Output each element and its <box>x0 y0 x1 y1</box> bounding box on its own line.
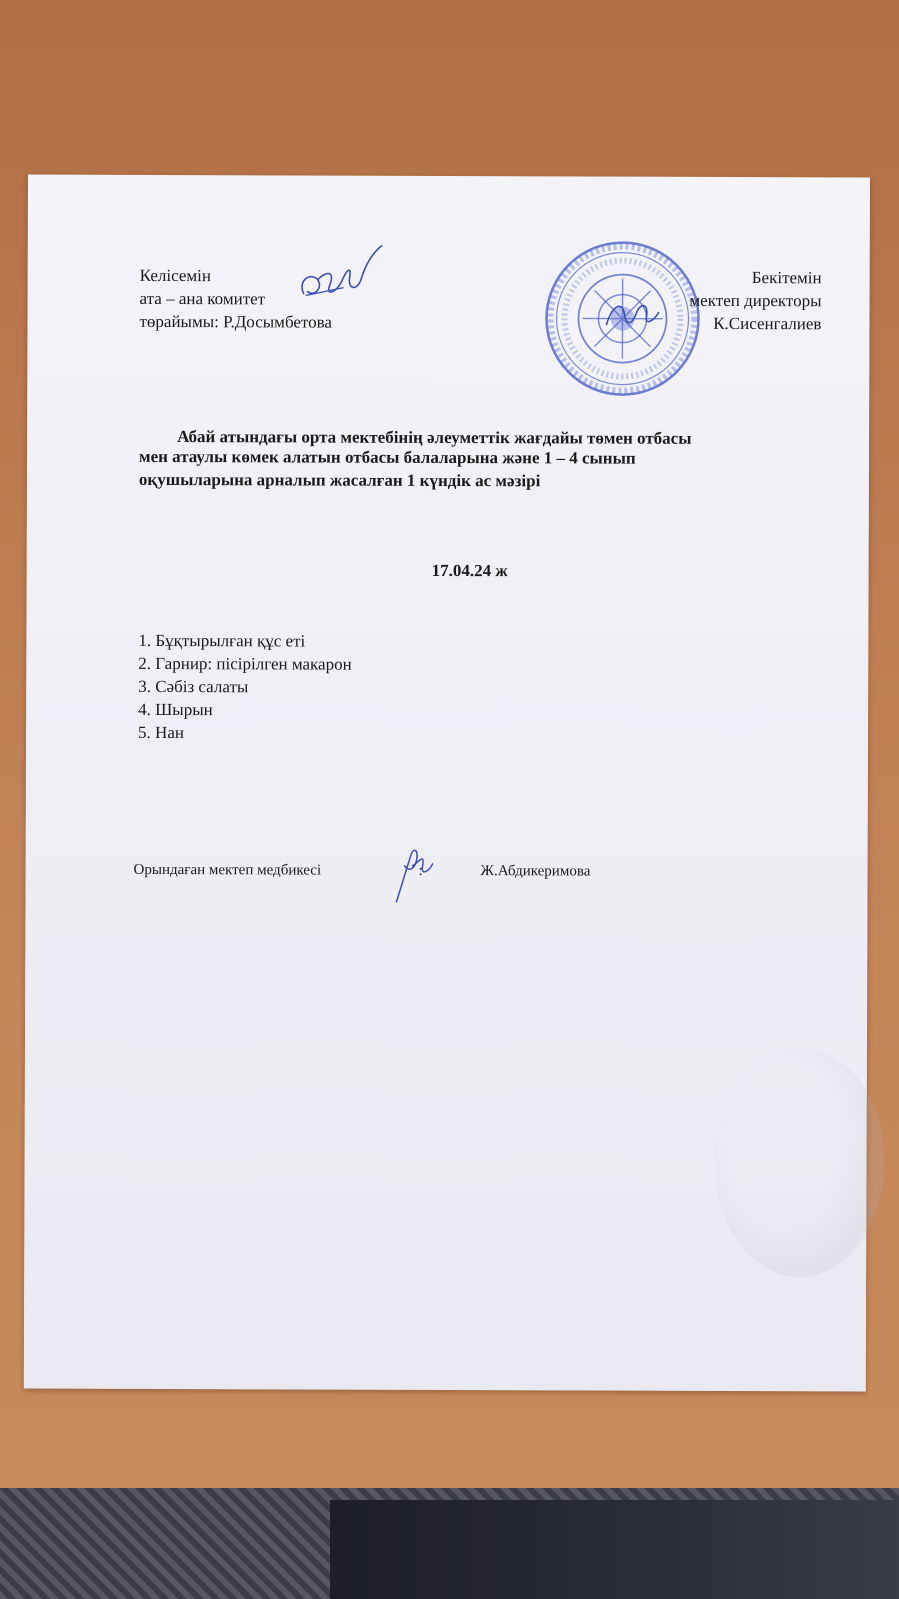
parent-committee-signature <box>296 241 386 311</box>
document-title-line2: мен атаулы көмек алатын отбасы балаларына және 1 – 4 сынып <box>138 446 636 468</box>
approval-right-line2: мектеп директоры <box>689 290 822 311</box>
menu-item-2: 2. Гарнир: пісірілген макарон <box>138 653 352 674</box>
nurse-name: Ж.Абдикеримова <box>480 863 591 880</box>
menu-item-4: 4. Шырын <box>138 699 213 720</box>
menu-item-1: 1. Бұқтырылған құс еті <box>138 630 306 651</box>
floor-shadow <box>330 1500 899 1599</box>
menu-date: 17.04.24 ж <box>431 560 508 581</box>
paper-crease <box>714 1047 885 1278</box>
approval-right-line1: Бекітемін <box>751 268 822 288</box>
menu-item-3: 3. Сәбіз салаты <box>138 676 249 697</box>
footer-colon: : <box>418 862 423 879</box>
document-title-line1: Абай атындағы орта мектебінің әлеуметтік жағдайы төмен отбасы <box>177 427 692 448</box>
approval-left-line3: төрайымы: Р.Досымбетова <box>139 311 333 332</box>
approval-left-line1: Келісемін <box>139 265 212 286</box>
menu-item-5: 5. Нан <box>138 722 185 743</box>
nurse-role: Орындаған мектеп медбикесі <box>133 861 322 879</box>
approval-right-line3: К.Сисенгалиев <box>713 313 822 334</box>
approval-left-line2: ата – ана комитет <box>139 288 266 309</box>
document-title-line3: оқушыларына арналып жасалған 1 күндік ас мәзірі <box>138 469 541 491</box>
director-signature <box>602 295 662 335</box>
document-page <box>24 175 870 1392</box>
nurse-signature <box>390 836 440 906</box>
